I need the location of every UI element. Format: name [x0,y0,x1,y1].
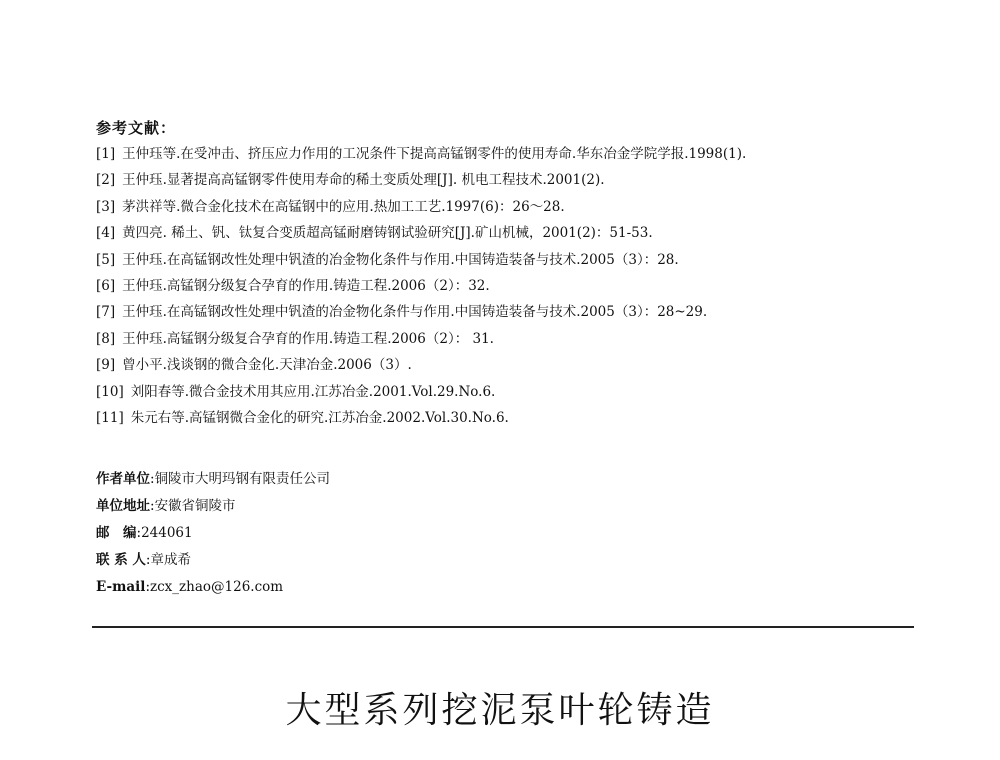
reference-number: [11] [96,409,124,426]
reference-number: [10] [96,383,124,400]
address-row [96,493,330,520]
reference-item [96,379,746,405]
reference-number: [9] [96,357,116,374]
contact-row [96,547,330,574]
contact-label: 联 系 人 [96,552,146,568]
reference-text: 茅洪祥等.微合金化技术在高锰钢中的应用.热加工工艺.1997(6)：26～28. [122,198,565,215]
reference-number: [2] [96,172,116,189]
email-row [96,574,330,601]
label-separator: : [145,552,151,568]
reference-number: [7] [96,304,116,321]
postcode-row [96,520,330,547]
email-value: zcx_zhao@126.com [150,579,284,595]
email-label: E-mail [96,579,146,595]
label-separator: : [150,498,155,514]
label-separator: : [136,525,142,541]
contact-value: 章成希 [150,552,191,568]
address-value: 安徽省铜陵市 [154,498,236,514]
reference-number: [1] [96,146,116,162]
reference-text: 刘阳春等.微合金技术用其应用.江苏冶金.2001.Vol.29.No.6. [130,383,496,400]
reference-text: 王仲珏.显著提高高锰钢零件使用寿命的稀土变质处理[J]. 机电工程技术.2001(2). [122,172,605,189]
reference-text: 王仲珏.高锰钢分级复合孕育的作用.铸造工程.2006（2）：32. [122,277,490,294]
author-unit-label: 作者单位 [96,471,150,487]
reference-list [96,141,746,431]
reference-text: 王仲珏.在高锰钢改性处理中钒渣的冶金物化条件与作用.中国铸造装备与技术.2005（3）：28~29. [122,304,708,321]
postcode-label: 邮 编 [96,525,137,541]
reference-number: [6] [96,277,116,294]
section-divider [92,626,914,628]
reference-item [96,247,746,273]
reference-text: 王仲珏.高锰钢分级复合孕育的作用.铸造工程.2006（2）： 31. [122,330,494,347]
reference-text: 王仲珏等.在受冲击、挤压应力作用的工况条件下提高高锰钢零件的使用寿命.华东冶金学院学报.1998(1). [122,146,747,162]
reference-text: 朱元右等.高锰钢微合金化的研究.江苏冶金.2002.Vol.30.No.6. [130,409,509,426]
postcode-value: 244061 [141,525,193,541]
reference-item [96,326,746,352]
label-separator: : [145,579,150,595]
author-unit-value: 铜陵市大明玛钢有限责任公司 [154,471,331,487]
reference-number: [5] [96,251,116,268]
reference-item [96,273,746,299]
reference-item [96,405,746,431]
address-label: 单位地址 [96,498,150,514]
next-article-title: 大型系列挖泥泵叶轮铸造 [285,690,715,731]
reference-item [96,194,746,220]
reference-item [96,299,746,325]
author-unit-row [96,466,330,493]
reference-text: 王仲珏.在高锰钢改性处理中钒渣的冶金物化条件与作用.中国铸造装备与技术.2005（3）：28. [122,251,679,268]
reference-text: 曾小平.浅谈钢的微合金化.天津冶金.2006（3）. [122,357,412,374]
reference-text: 黄四亮. 稀土、钒、钛复合变质超高锰耐磨铸钢试验研究[J].矿山机械，2001(2)：51-53. [122,225,653,242]
references-heading: 参考文献： [96,119,177,137]
reference-item [96,352,746,378]
reference-item [96,220,746,246]
reference-number: [3] [96,198,116,215]
label-separator: : [150,471,155,487]
reference-item [96,141,746,167]
reference-number: [8] [96,330,116,347]
author-info [96,466,330,601]
reference-number: [4] [96,225,116,242]
reference-item [96,167,746,193]
